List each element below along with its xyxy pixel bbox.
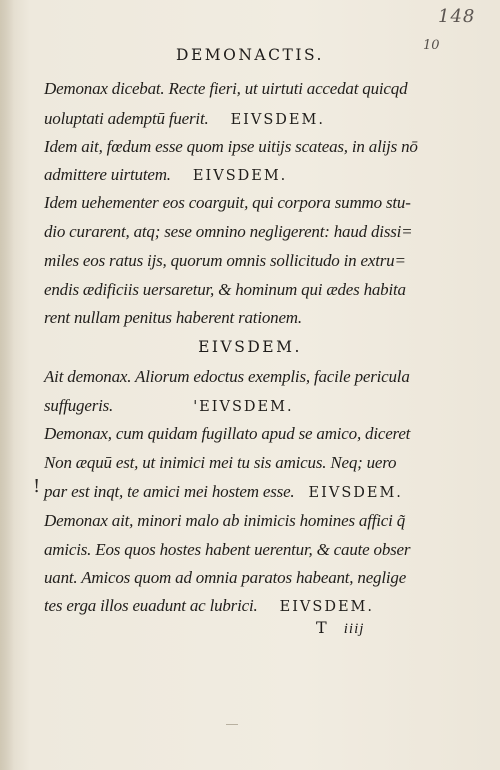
section-heading-eiusdem: EIVSDEM. (230, 112, 325, 128)
section-heading-eiusdem: 'EIVSDEM. (193, 399, 294, 415)
text-line-6: dio curarent, atq; sese omnino negligerent: haud dissi= (44, 222, 413, 241)
text-line-14 (44, 482, 403, 502)
text-line-4 (44, 165, 287, 185)
text-line-8: endis ædificiis uersaretur, & hominum qui ædes habita (44, 280, 406, 299)
text-line-11-body: suffugeris. (44, 396, 114, 415)
section-heading-eiusdem: EIVSDEM. (279, 599, 374, 615)
text-line-5: Idem uehementer eos coarguit, qui corpora summo stu- (44, 193, 411, 212)
text-line-11 (44, 396, 294, 416)
text-line-14-body: par est inqt, te amici mei hostem esse. (44, 482, 295, 501)
section-heading-eiusdem: EIVSDEM. (308, 485, 403, 501)
text-line-7: miles eos ratus ijs, quorum omnis sollicitudo in extru= (44, 251, 406, 270)
text-line-12: Demonax, cum quidam fugillato apud se amico, diceret (44, 424, 411, 443)
text-line-9: rent nullam penitus haberent rationem. (44, 308, 302, 327)
page-title: DEMONACTIS. (176, 46, 324, 64)
text-line-13: Non æquū est, ut inimici mei tu sis amicus. Neq; uero (44, 453, 397, 472)
ink-speck (226, 724, 238, 725)
text-line-1: Demonax dicebat. Recte fieri, ut uirtuti accedat quicqd (44, 79, 408, 98)
text-line-18 (44, 596, 374, 616)
text-line-16: amicis. Eos quos hostes habent uerentur, & caute obser (44, 540, 411, 559)
text-line-2 (44, 109, 325, 129)
signature-letter: T (316, 618, 328, 637)
handwritten-folio-number: 148 (438, 6, 476, 27)
signature-mark (316, 618, 364, 638)
text-line-18-body: tes erga illos euadunt ac lubrici. (44, 596, 258, 615)
text-line-15: Demonax ait, minori malo ab inimicis homines affici q̃ (44, 511, 406, 530)
handwritten-folio-sub: 10 (423, 38, 440, 53)
text-line-10: Ait demonax. Aliorum edoctus exemplis, facile pericula (44, 367, 410, 386)
text-line-17: uant. Amicos quom ad omnia paratos habeant, neglige (44, 568, 407, 587)
section-heading-eiusdem: EIVSDEM. (198, 338, 302, 356)
margin-mark: ! (33, 476, 41, 497)
text-line-4-body: admittere uirtutem. (44, 165, 171, 184)
text-line-2-body: uoluptati ademptū fuerit. (44, 109, 209, 128)
text-line-3: Idem ait, fœdum esse quom ipse uitijs scateas, in alijs nō (44, 137, 418, 156)
signature-number: iiij (343, 621, 365, 637)
section-heading-eiusdem: EIVSDEM. (192, 168, 288, 184)
page-gutter-shadow (0, 0, 14, 770)
